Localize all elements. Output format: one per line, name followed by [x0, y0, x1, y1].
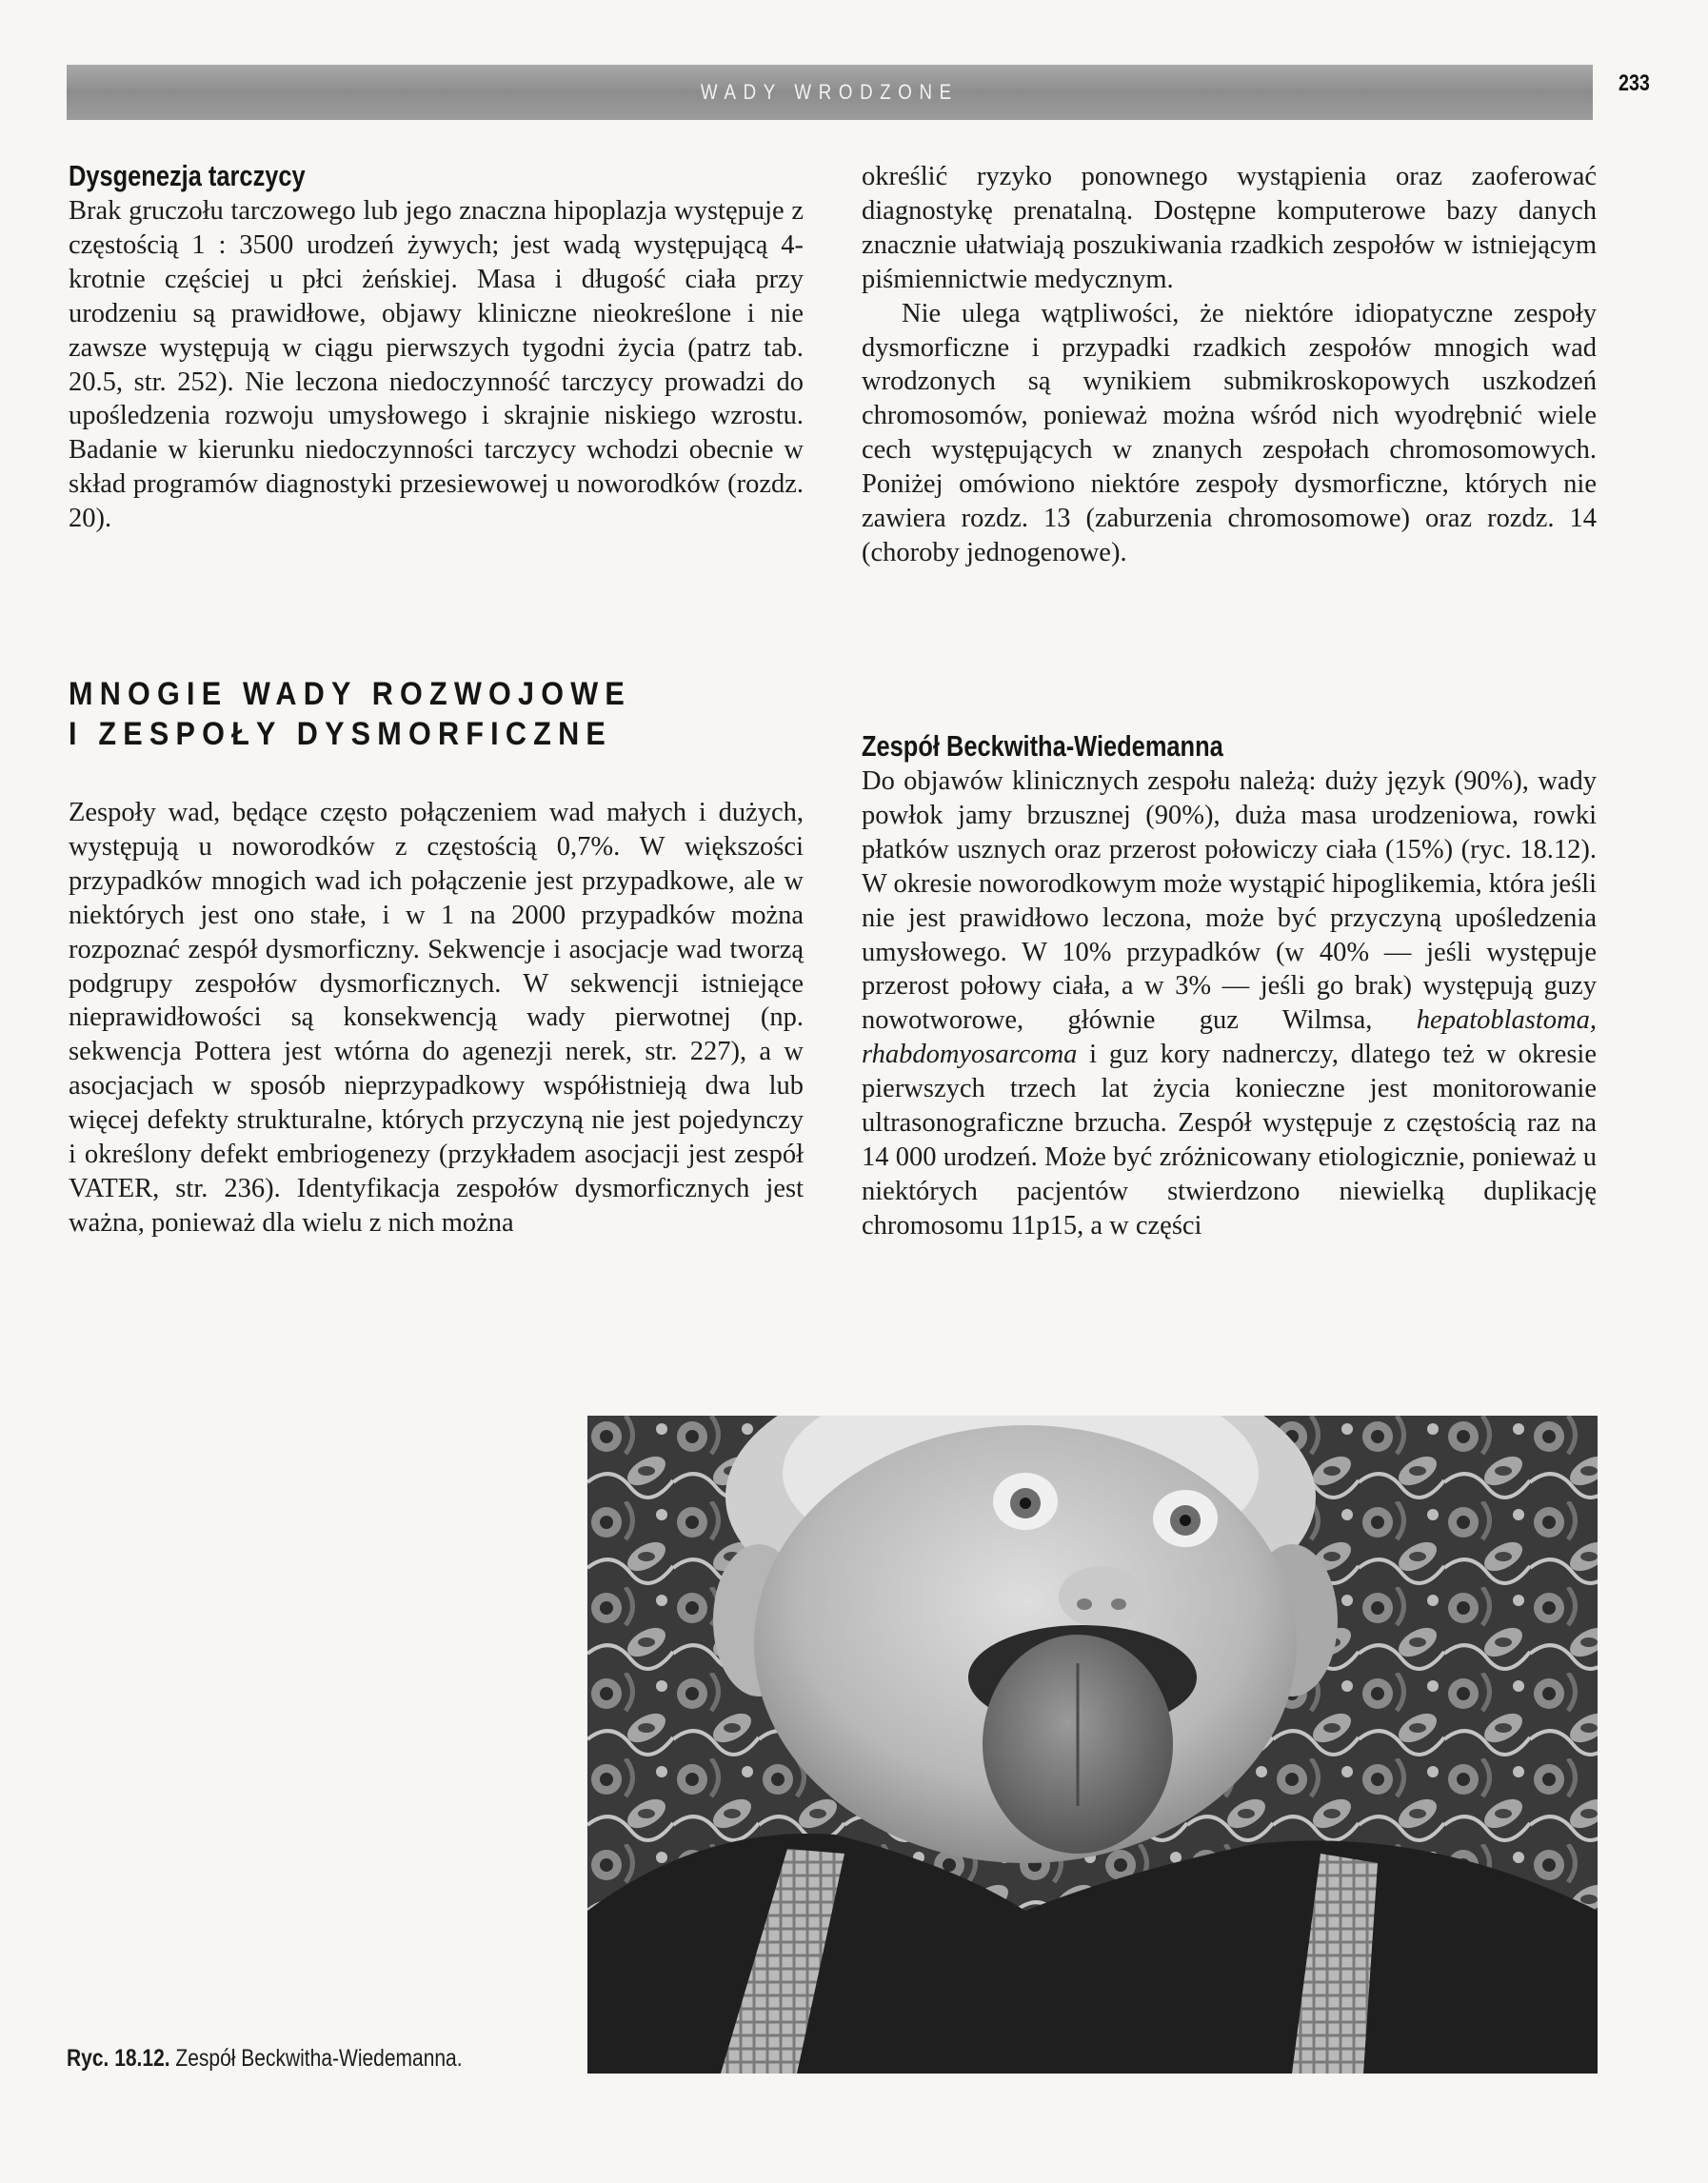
section-heading-beckwith: Zespół Beckwitha-Wiedemanna	[862, 729, 1223, 763]
right-column	[862, 160, 1597, 570]
figure-label: Ryc. 18.12.	[67, 2045, 170, 2072]
running-header	[67, 65, 1593, 120]
page-number: 233	[1619, 70, 1650, 96]
left-column	[69, 158, 804, 536]
child-photo-illustration	[587, 1416, 1598, 2074]
figure-caption-text: Zespół Beckwitha-Wiedemanna.	[175, 2045, 463, 2072]
beckwith-text-part1: Do objawów klinicznych zespołu należą: duży język (90%), wady powłok jamy brzusznej (90%), duża masa urodzeniowa, rowki płatków usznych oraz przerost połowiczy ciała (15%) (ryc. 18.12). W okresie noworodkowym może wystąpić hipoglikemia, która jeśli nie jest prawidłowo leczona, może być przyczyną upośledzenia umysłowego. W 10% przypadków (w 40% — jeśli występuje przerost połowy ciała, a w 3% — jeśli go brak) występują guzy nowotworowe, głównie guz Wilmsa,	[862, 766, 1597, 1036]
section-heading-mnogie-wady-line1: MNOGIE WADY ROZWOJOWE	[69, 676, 631, 712]
paragraph-mnogie-wady: Zespoły wad, będące często połączeniem wad małych i dużych, występują u noworodków z częstością 0,7%. W większości przypadków mnogich wad ich połączenie jest przypadkowe, ale w niektórych jest ono stałe, i w 1 na 2000 przypadków można rozpoznać zespół dysmorficzny. Sekwencje i asocjacje wad tworzą podgrupy zespołów dysmorficznych. W sekwencji istniejące nieprawidłowości są konsekwencją wady pierwotnej (np. sekwencja Pottera jest wtórna do agenezji nerek, str. 227), a w asocjacjach w sposób nieprzypadkowy współistnieją dwa lub więcej defekty strukturalne, których przyczyną nie jest pojedynczy i określony defekt embriogenezy (przykładem asocjacji jest zespół VATER, str. 236). Identyfikacja zespołów dysmorficznych jest ważna, ponieważ dla wielu z nich można	[69, 798, 804, 1238]
section-heading-mnogie-wady-line2: I ZESPOŁY DYSMORFICZNE	[69, 716, 612, 752]
paragraph-idiopatyczne: Nie ulega wątpliwości, że niektóre idiopatyczne zespoły dysmorficzne i przypadki rzadkich zespołów mnogich wad wrodzonych są wynikiem submikroskopowych uszkodzeń chromosomów, ponieważ można wśród nich wyodrębnić wiele cech występujących w znanych zespołach chromosomowych. Poniżej omówiono niektóre zespoły dysmorficzne, których nie zawiera rozdz. 13 (zaburzenia chromosomowe) oraz rozdz. 14 (choroby jednogenowe).	[862, 298, 1597, 567]
beckwith-section	[862, 728, 1597, 1243]
running-title: WADY WRODZONE	[701, 80, 959, 104]
figure-caption	[67, 2045, 463, 2073]
paragraph-dysgenezja: Brak gruczołu tarczowego lub jego znaczna hipoplazja występuje z częstością 1 : 3500 urodzeń żywych; jest wadą występującą 4-krotnie częściej u płci żeńskiej. Masa i długość ciała przy urodzeniu są prawidłowe, objawy kliniczne nieokreślone i nie zawsze występują w ciągu pierwszych tygodni życia (patrz tab. 20.5, str. 252). Nie leczona niedoczynność tarczycy prowadzi do upośledzenia rozwoju umysłowego i skrajnie niskiego wzrostu. Badanie w kierunku niedoczynności tarczycy wchodzi obecnie w skład programów diagnostyki przesiewowej u noworodków (rozdz. 20).	[69, 196, 804, 534]
beckwith-text-italic: hepatoblastoma, rhabdomyosarcoma	[862, 1005, 1597, 1070]
section-heading-dysgenezja: Dysgenezja tarczycy	[69, 159, 306, 192]
mnogie-wady-body	[69, 796, 804, 1240]
paragraph-beckwith	[862, 764, 1597, 1243]
beckwith-text-part2: i guz kory nadnerczy, dlatego też w okresie pierwszych trzech lat życia konieczne jest monitorowanie ultrasonograficzne brzucha. Zespół występuje z częstością raz na 14 000 urodzeń. Może być zróżnicowany etiologicznie, ponieważ u niektórych pacjentów stwierdzono niewielką duplikację chromosomu 11p15, a w części	[862, 1040, 1597, 1240]
mnogie-wady-section	[69, 674, 804, 754]
paragraph-continuation: określić ryzyko ponownego wystąpienia oraz zaoferować diagnostykę prenatalną. Dostępne komputerowe bazy danych znacznie ułatwiają poszukiwania rzadkich zespołów w istniejącym piśmiennictwie medycznym.	[862, 162, 1597, 294]
figure-photo	[587, 1416, 1598, 2074]
